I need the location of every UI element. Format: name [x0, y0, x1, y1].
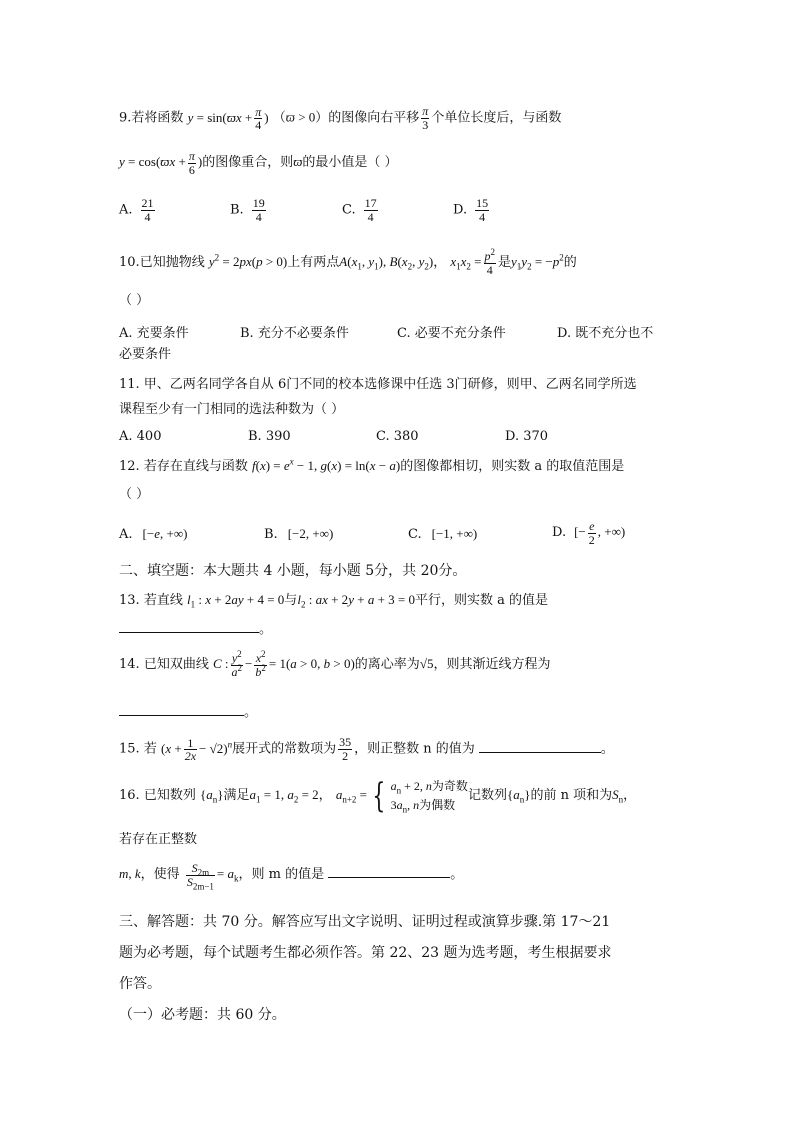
- q12-option-d: D. [− $\frac{e}{2}$ , +∞): [552, 519, 626, 547]
- q12-option-a: A. [−e, +∞): [119, 526, 188, 542]
- q15-line1: 15. 若 (x + $\frac{1}{2x}$ − √2)$^n$展开式的常数项为 $\frac{35}{2}$ ，则正整数 n 的值为 。: [119, 735, 614, 764]
- q9-target-function: y = cos(ϖx + $\frac{\pi}{6}$ ): [119, 149, 203, 177]
- q11-option-c: C. 380: [376, 429, 419, 444]
- q9-option-c: C. $\frac{17}{4}$: [342, 196, 377, 224]
- section-3-line1: 三、解答题：共 70 分。解答应写出文字说明、证明过程或演算步骤.第 17～21: [119, 914, 611, 930]
- q10-paren: （ ）: [119, 293, 150, 308]
- section-3-line2: 题为必考题，每个试题考生都必须作答。第 22、23 题为选考题，考生根据要求: [119, 945, 612, 961]
- q15-binomial: (x + $\frac{1}{2x}$ − √2)$^n$: [160, 735, 233, 764]
- q10-condition: $x_1x_2$ = $\frac{p^2}{4}$: [450, 247, 495, 277]
- q16-line3: m, k，使得 $\frac{S_{2m}}{S_{2m-1}}$ = $a_k$，则 m 的值是 。: [119, 861, 464, 891]
- q11-line2: 课程至少有一门相同的选法种数为（ ）: [119, 402, 345, 417]
- q9-option-a: A. $\frac{21}{4}$: [119, 196, 154, 224]
- q13-answer-line: 。: [119, 620, 272, 638]
- q15-answer-blank[interactable]: [479, 740, 601, 753]
- q10-option-b: B. 充分不必要条件: [240, 326, 349, 341]
- q9-line1: 9.若将函数 y = sin(ϖx + $\frac{\pi}{4}$ ) （ϖ > 0）的图像向右平移 $\frac{\pi}{3}$ 个单位长度后，与函数: [119, 104, 562, 133]
- q10-parabola: $y^2 = 2px(p > 0)$: [208, 252, 288, 270]
- q10-option-d: D. 既不充分也不: [557, 326, 654, 341]
- q13-answer-blank[interactable]: [119, 620, 259, 633]
- q14-line1: 14. 已知双曲线 C : $\frac{y^2}{a^2}$ − $\frac{x^2}{b^2}$ = 1(a > 0, b > 0)的离心率为√5，则其渐近线方程为: [119, 649, 551, 679]
- q9-number: 9.: [119, 110, 132, 126]
- q13-line-l2: $l_2$ : ax + 2y + a + 3 = 0: [297, 592, 415, 610]
- q12-line1: 12. 若存在直线与函数 $f(x) = e^x - 1$, g(x) = ln(x − a)的图像都相切，则实数 a 的取值范围是: [119, 456, 625, 474]
- section-3-subheading: （一）必考题：共 60 分。: [119, 1007, 286, 1023]
- q10-line1: 10.已知抛物线 $y^2 = 2px(p > 0)$上有两点$A(x_1$, $y_1$), $B(x_2$, $y_2$)， $x_1x_2$ = $\frac{p^2}{4}$ 是$y_1y_2 = -p^2$的: [119, 247, 577, 277]
- q12-paren: （ ）: [119, 487, 150, 502]
- q16-answer-blank[interactable]: [328, 865, 450, 878]
- section-3-line3: 作答。: [119, 976, 161, 992]
- q16-brace: {: [372, 775, 386, 816]
- q10-option-c: C. 必要不充分条件: [397, 326, 506, 341]
- q16-recurrence: $a_{n+2}$ =: [335, 787, 367, 805]
- q13-line-l1: $l_1$ : x + 2ay + 4 = 0: [186, 592, 285, 610]
- q11-line1: 11. 甲、乙两名同学各自从 6门不同的校本选修课中任选 3门研修，则甲、乙两名同学所选: [119, 377, 637, 392]
- q16-cases: $a_n + 2$, n为奇数 $3a_n$, n为偶数: [390, 779, 468, 814]
- q16-ratio: $\frac{S_{2m}}{S_{2m-1}}$ = $a_k$: [186, 861, 239, 891]
- q9-line2: y = cos(ϖx + $\frac{\pi}{6}$ )的图像重合，则ϖ的最小值是（ ）: [119, 149, 398, 177]
- q9-text: 若将函数: [131, 110, 184, 126]
- q11-option-b: B. 390: [248, 429, 291, 444]
- q12-option-c: C. [−1, +∞): [408, 526, 478, 542]
- q10-option-a: A. 充要条件: [119, 326, 189, 341]
- q14-eccentricity: √5: [419, 656, 434, 672]
- q16-line2: 若存在正整数: [119, 832, 198, 847]
- q9-option-b: B. $\frac{19}{4}$: [230, 196, 265, 224]
- q12-functions: $f(x) = e^x - 1$, g(x) = ln(x − a): [251, 456, 401, 473]
- q9-option-d: D. $\frac{15}{4}$: [453, 196, 489, 224]
- q9-shift-fraction: $\frac{\pi}{3}$: [422, 104, 429, 132]
- q16-line1: 16. 已知数列 $\{a_n\}$满足$a_1 = 1$, $a_2 = 2$， $a_{n+2}$ = { $a_n + 2$, n为奇数 $3a_n$, n为偶数 记数列$\{a_n\}$的前 n 项和为$S_n$，: [119, 775, 637, 816]
- q14-answer-blank[interactable]: [119, 703, 244, 716]
- q9-function-formula: y = sin(ϖx + $\frac{\pi}{4}$ ): [187, 104, 269, 133]
- q14-hyperbola: C : $\frac{y^2}{a^2}$ − $\frac{x^2}{b^2}$ = 1(a > 0, b > 0): [212, 649, 355, 679]
- q13-line1: 13. 若直线 $l_1$ : x + 2ay + 4 = 0与$l_2$ : ax + 2y + a + 3 = 0平行，则实数 a 的值是: [119, 592, 548, 610]
- q10-option-d-continued: 必要条件: [119, 347, 172, 362]
- section-2-heading: 二、填空题：本大题共 4 小题，每小题 5分，共 20分。: [119, 563, 467, 579]
- q11-option-a: A. 400: [119, 429, 162, 444]
- q15-constant-term: $\frac{35}{2}$: [339, 735, 352, 763]
- q12-option-b: B. [−2, +∞): [264, 526, 334, 542]
- q14-answer-line: 。: [119, 703, 257, 721]
- q11-option-d: D. 370: [505, 429, 549, 444]
